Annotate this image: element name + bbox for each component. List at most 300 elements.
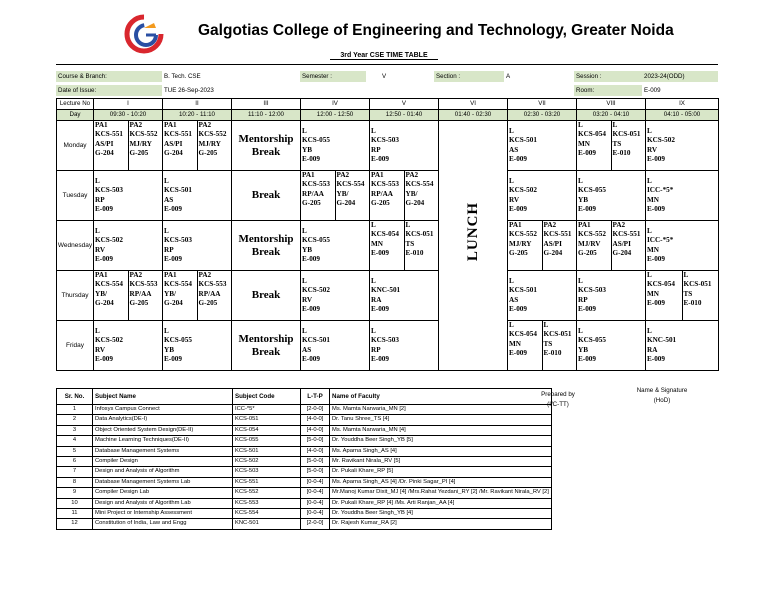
batch-entry bbox=[197, 271, 232, 320]
batch-line: KCS-054 bbox=[578, 130, 606, 139]
class-line: E-009 bbox=[509, 304, 527, 313]
class-line: L bbox=[371, 326, 376, 335]
batch-line: MN bbox=[371, 239, 383, 248]
slot-cell bbox=[370, 171, 439, 221]
subject-cell: 1 bbox=[57, 405, 93, 415]
class-line: YB bbox=[302, 245, 312, 254]
batch-line: G-205 bbox=[129, 149, 149, 158]
class-line: KCS-501 bbox=[509, 286, 537, 295]
break-entry bbox=[232, 333, 300, 359]
class-line: E-009 bbox=[302, 354, 320, 363]
batch-line: G-205 bbox=[302, 199, 321, 208]
subject-cell: [5-0-0] bbox=[301, 436, 330, 446]
batch-line: G-205 bbox=[509, 249, 528, 258]
subjects-header-cell: Name of Faculty bbox=[330, 389, 552, 405]
split-entry bbox=[301, 171, 369, 220]
batch-line: PA2 bbox=[129, 271, 143, 279]
class-line: L bbox=[95, 176, 100, 185]
subject-row bbox=[57, 436, 552, 446]
batch-line: L bbox=[578, 121, 583, 129]
class-line: RV bbox=[302, 295, 313, 304]
class-line: E-009 bbox=[647, 354, 665, 363]
batch-entry bbox=[301, 171, 335, 220]
subject-row bbox=[57, 405, 552, 415]
batch-line: L bbox=[683, 271, 689, 279]
batch-line: KCS-054 bbox=[371, 230, 399, 239]
slot-cell bbox=[301, 221, 370, 271]
subjects-header-cell: Sr. No. bbox=[57, 389, 93, 405]
slot-cell bbox=[163, 171, 232, 221]
batch-line: TS bbox=[543, 339, 553, 348]
course-value: B. Tech. CSE bbox=[164, 73, 201, 80]
subject-row bbox=[57, 446, 552, 456]
batch-entry bbox=[542, 321, 577, 370]
batch-line: KCS-054 bbox=[509, 330, 537, 339]
subject-row bbox=[57, 488, 552, 498]
subjects-header-cell: L-T-P bbox=[301, 389, 330, 405]
class-line: YB bbox=[578, 345, 588, 354]
course-label: Course & Branch: bbox=[56, 71, 162, 82]
split-entry bbox=[163, 271, 231, 320]
subject-cell: 8 bbox=[57, 477, 93, 487]
split-entry bbox=[508, 321, 576, 370]
slot-cell bbox=[577, 171, 646, 221]
subject-cell: Dr. Tanu Shree_TS [4] bbox=[330, 415, 552, 425]
batch-entry bbox=[404, 171, 439, 220]
class-line: KCS-502 bbox=[95, 336, 123, 345]
class-line: KCS-502 bbox=[302, 286, 330, 295]
batch-line: PA1 bbox=[95, 271, 108, 279]
class-line: L bbox=[164, 176, 169, 185]
subject-cell: KCS-553 bbox=[233, 498, 301, 508]
class-line: MN bbox=[647, 245, 659, 254]
split-entry bbox=[94, 271, 162, 320]
class-line: L bbox=[302, 126, 307, 135]
class-line: E-009 bbox=[164, 254, 182, 263]
break-line: Break bbox=[251, 289, 281, 301]
class-entry bbox=[577, 327, 645, 365]
class-entry bbox=[646, 127, 718, 165]
batch-line: AS/PI bbox=[543, 239, 562, 248]
day-row-wednesday bbox=[57, 221, 719, 271]
batch-line: KCS-054 bbox=[647, 280, 675, 289]
class-line: E-009 bbox=[302, 304, 320, 313]
timetable-subtitle: 3rd Year CSE TIME TABLE bbox=[330, 52, 438, 60]
subject-cell: 12 bbox=[57, 519, 93, 529]
class-line: E-009 bbox=[95, 354, 113, 363]
prepared-by-label: Prepared by bbox=[541, 391, 575, 398]
class-line: AS bbox=[302, 345, 312, 354]
batch-line: AS/PI bbox=[95, 139, 114, 148]
batch-entry bbox=[611, 221, 646, 270]
break-entry bbox=[232, 189, 300, 202]
batch-line: G-205 bbox=[198, 299, 218, 308]
lecture-8-header: VIII bbox=[577, 99, 646, 110]
subject-cell: 3 bbox=[57, 425, 93, 435]
batch-line: KCS-553 bbox=[198, 280, 227, 289]
batch-line: PA1 bbox=[164, 271, 177, 279]
batch-line: RP/AA bbox=[129, 289, 152, 298]
slot-cell bbox=[301, 171, 370, 221]
class-line: L bbox=[509, 126, 514, 135]
batch-line: PA1 bbox=[95, 121, 108, 129]
batch-line: YB/ bbox=[405, 189, 418, 198]
batch-line: KCS-554 bbox=[336, 180, 365, 189]
batch-line: G-204 bbox=[405, 199, 425, 208]
time-slot-1: 09:30 - 10:20 bbox=[94, 110, 163, 121]
batch-entry bbox=[404, 221, 439, 270]
class-line: RA bbox=[647, 345, 658, 354]
header-divider bbox=[56, 64, 718, 65]
subject-cell: Ms. Mamta Narwaria_MN [2] bbox=[330, 405, 552, 415]
subject-cell: Object Oriented System Design(DE-II) bbox=[93, 425, 233, 435]
class-line: KCS-055 bbox=[302, 236, 330, 245]
batch-line: AS/PI bbox=[612, 239, 631, 248]
class-line: KCS-503 bbox=[371, 136, 399, 145]
lecture-4-header: IV bbox=[301, 99, 370, 110]
slot-cell bbox=[301, 321, 370, 371]
class-entry bbox=[94, 177, 162, 215]
batch-entry bbox=[611, 121, 646, 170]
class-line: L bbox=[302, 226, 307, 235]
signature-role: (HoD) bbox=[653, 397, 671, 404]
subject-cell: Database Management Systems Lab bbox=[93, 477, 233, 487]
day-name: Thursday bbox=[57, 271, 94, 321]
batch-line: E-009 bbox=[509, 349, 527, 358]
class-line: KCS-055 bbox=[302, 136, 330, 145]
batch-entry bbox=[94, 121, 128, 170]
class-entry bbox=[301, 127, 369, 165]
batch-line: KCS-554 bbox=[95, 280, 123, 289]
class-entry bbox=[646, 327, 718, 365]
class-line: KCS-055 bbox=[578, 186, 606, 195]
break-entry bbox=[232, 133, 300, 159]
slot-cell bbox=[232, 321, 301, 371]
time-slot-5: 12:50 - 01:40 bbox=[370, 110, 439, 121]
slot-cell bbox=[370, 271, 439, 321]
subject-cell: KCS-502 bbox=[233, 457, 301, 467]
batch-entry bbox=[163, 271, 197, 320]
batch-line: TS bbox=[405, 239, 415, 248]
class-line: E-009 bbox=[578, 354, 596, 363]
class-line: RV bbox=[95, 245, 106, 254]
batch-line: E-010 bbox=[612, 149, 631, 158]
section-value: A bbox=[506, 73, 511, 80]
subject-cell: Constitution of India, Law and Engg bbox=[93, 519, 233, 529]
batch-line: E-010 bbox=[405, 249, 424, 258]
subject-cell: Ms. Aparna Singh_AS [4] /Dr. Pinki Sagar_PI [4] bbox=[330, 477, 552, 487]
subject-cell: Dr. Rajesh Kumar_RA [2] bbox=[330, 519, 552, 529]
slot-cell bbox=[370, 221, 439, 271]
batch-line: KCS-552 bbox=[129, 130, 158, 139]
subject-cell: Ms. Aparna Singh_AS [4] bbox=[330, 446, 552, 456]
slot-cell bbox=[94, 121, 163, 171]
class-entry bbox=[508, 127, 576, 165]
time-slot-3: 11:10 - 12:00 bbox=[232, 110, 301, 121]
slot-cell bbox=[508, 221, 577, 271]
batch-line: MJ/RY bbox=[129, 139, 153, 148]
subject-row bbox=[57, 519, 552, 529]
class-line: E-009 bbox=[647, 154, 665, 163]
batch-line: KCS-051 bbox=[543, 330, 572, 339]
batch-line: KCS-553 bbox=[371, 180, 399, 189]
batch-line: MN bbox=[647, 289, 659, 298]
batch-line: MJ/RY bbox=[198, 139, 222, 148]
subject-cell: 11 bbox=[57, 509, 93, 519]
subject-row bbox=[57, 425, 552, 435]
class-line: KCS-502 bbox=[95, 236, 123, 245]
class-line: KCS-503 bbox=[371, 336, 399, 345]
batch-line: G-204 bbox=[543, 249, 563, 258]
class-entry bbox=[508, 277, 576, 315]
subject-cell: Data Analytics(DE-I) bbox=[93, 415, 233, 425]
college-name: Galgotias College of Engineering and Technology, Greater Noida bbox=[198, 22, 674, 39]
class-line: RV bbox=[647, 145, 658, 154]
subject-cell: KCS-055 bbox=[233, 436, 301, 446]
subject-cell: [2-0-0] bbox=[301, 405, 330, 415]
subject-cell: [0-0-4] bbox=[301, 477, 330, 487]
lunch-label: LUNCH bbox=[464, 201, 481, 262]
batch-line: MJ/RY bbox=[509, 239, 532, 248]
class-line: E-009 bbox=[509, 204, 527, 213]
slot-cell bbox=[163, 221, 232, 271]
class-entry bbox=[301, 327, 369, 365]
day-label: Day bbox=[57, 110, 94, 121]
slot-cell bbox=[370, 121, 439, 171]
batch-line: KCS-051 bbox=[683, 280, 712, 289]
slot-cell bbox=[646, 121, 719, 171]
room-value: E-009 bbox=[644, 87, 661, 94]
batch-line: KCS-553 bbox=[302, 180, 330, 189]
class-line: L bbox=[578, 326, 583, 335]
day-row-thursday bbox=[57, 271, 719, 321]
college-logo bbox=[124, 14, 164, 54]
timetable-grid bbox=[56, 98, 719, 371]
slot-cell bbox=[508, 121, 577, 171]
slot-cell bbox=[577, 121, 646, 171]
batch-line: KCS-553 bbox=[129, 280, 158, 289]
class-line: E-009 bbox=[647, 254, 665, 263]
subject-cell: Dr. Pukali Khare_RP [4] /Ms. Arti Ranjan_AA [4] bbox=[330, 498, 552, 508]
subjects-header-cell: Subject Code bbox=[233, 389, 301, 405]
slot-cell bbox=[94, 271, 163, 321]
split-entry bbox=[577, 121, 645, 170]
class-line: E-009 bbox=[95, 254, 113, 263]
class-line: KCS-502 bbox=[509, 186, 537, 195]
batch-line: G-204 bbox=[164, 299, 183, 308]
batch-line: MN bbox=[509, 339, 521, 348]
subject-row bbox=[57, 415, 552, 425]
subject-cell: [5-0-0] bbox=[301, 467, 330, 477]
class-line: KCS-503 bbox=[578, 286, 606, 295]
semester-label: Semester : bbox=[300, 71, 366, 82]
subjects-header-cell: Subject Name bbox=[93, 389, 233, 405]
day-row-tuesday bbox=[57, 171, 719, 221]
batch-line: G-205 bbox=[371, 199, 390, 208]
semester-value: V bbox=[382, 73, 387, 80]
batch-line: G-204 bbox=[164, 149, 183, 158]
split-entry bbox=[94, 121, 162, 170]
break-line: Break bbox=[251, 189, 281, 201]
class-line: L bbox=[371, 126, 376, 135]
split-entry bbox=[508, 221, 576, 270]
slot-cell bbox=[94, 171, 163, 221]
class-line: MN bbox=[647, 195, 659, 204]
day-name: Tuesday bbox=[57, 171, 94, 221]
class-line: AS bbox=[509, 295, 519, 304]
break-line: Mentorship bbox=[238, 132, 294, 145]
batch-entry bbox=[197, 121, 232, 170]
lecture-header-row bbox=[57, 99, 719, 110]
class-line: E-009 bbox=[578, 204, 596, 213]
time-slot-4: 12:00 - 12:50 bbox=[301, 110, 370, 121]
slot-cell bbox=[232, 221, 301, 271]
slot-cell bbox=[232, 121, 301, 171]
class-line: L bbox=[578, 276, 583, 285]
batch-entry bbox=[646, 271, 682, 320]
subject-cell: Mini Project or Internship Assessment bbox=[93, 509, 233, 519]
subject-cell: KCS-501 bbox=[233, 446, 301, 456]
class-entry bbox=[94, 327, 162, 365]
class-line: E-009 bbox=[647, 204, 665, 213]
class-line: KCS-055 bbox=[578, 336, 606, 345]
subject-cell: KNC-501 bbox=[233, 519, 301, 529]
break-line: Mentorship bbox=[238, 232, 294, 245]
subject-cell: Mr.Manoj Kumar Dixit_MJ [4] /Mrs.Rahat Yezdani_RY [2] /Mr. Ravikant Nirala_RV [2] bbox=[330, 488, 552, 498]
class-line: L bbox=[509, 276, 514, 285]
date-label: Date of Issue: bbox=[56, 85, 162, 96]
prepared-by-role: (I/C-TT) bbox=[547, 401, 569, 408]
batch-line: G-204 bbox=[95, 299, 114, 308]
subject-cell: 4 bbox=[57, 436, 93, 446]
class-line: RP bbox=[578, 295, 588, 304]
batch-line: YB/ bbox=[336, 189, 349, 198]
slot-cell bbox=[508, 171, 577, 221]
subject-cell: KCS-551 bbox=[233, 477, 301, 487]
subject-row bbox=[57, 457, 552, 467]
lecture-7-header: VII bbox=[508, 99, 577, 110]
slot-cell bbox=[577, 221, 646, 271]
class-entry bbox=[508, 177, 576, 215]
batch-line: KCS-051 bbox=[405, 230, 434, 239]
slot-cell bbox=[646, 321, 719, 371]
break-line: Mentorship bbox=[238, 332, 294, 345]
batch-line: KCS-552 bbox=[198, 130, 227, 139]
subject-cell: 6 bbox=[57, 457, 93, 467]
class-entry bbox=[370, 327, 438, 365]
batch-entry bbox=[508, 221, 542, 270]
batch-entry bbox=[682, 271, 719, 320]
batch-line: L bbox=[405, 221, 411, 229]
subject-cell: Infosys Campus Connect bbox=[93, 405, 233, 415]
class-line: L bbox=[647, 226, 652, 235]
slot-cell bbox=[646, 221, 719, 271]
subject-cell: 9 bbox=[57, 488, 93, 498]
class-entry bbox=[370, 277, 438, 315]
batch-entry bbox=[542, 221, 577, 270]
batch-entry bbox=[370, 221, 404, 270]
class-line: L bbox=[95, 226, 100, 235]
batch-line: L bbox=[612, 121, 618, 129]
split-entry bbox=[646, 271, 718, 320]
subject-cell: [4-0-0] bbox=[301, 446, 330, 456]
class-line: RV bbox=[95, 345, 106, 354]
subject-row bbox=[57, 477, 552, 487]
day-name: Wednesday bbox=[57, 221, 94, 271]
class-line: E-009 bbox=[302, 154, 320, 163]
batch-line: KCS-551 bbox=[543, 230, 572, 239]
break-entry bbox=[232, 289, 300, 302]
slot-cell bbox=[646, 171, 719, 221]
split-entry bbox=[370, 221, 438, 270]
batch-line: KCS-554 bbox=[405, 180, 434, 189]
break-entry bbox=[232, 233, 300, 259]
class-line: RP bbox=[95, 195, 105, 204]
class-line: KCS-502 bbox=[647, 136, 675, 145]
class-line: AS bbox=[164, 195, 174, 204]
subjects-header-row bbox=[57, 389, 552, 405]
class-line: L bbox=[164, 326, 169, 335]
slot-cell bbox=[163, 321, 232, 371]
subject-cell: KCS-552 bbox=[233, 488, 301, 498]
class-line: E-009 bbox=[371, 354, 389, 363]
subject-row bbox=[57, 498, 552, 508]
slot-cell bbox=[94, 221, 163, 271]
class-line: L bbox=[371, 276, 376, 285]
class-line: E-009 bbox=[95, 204, 113, 213]
time-slot-7: 02:30 - 03:20 bbox=[508, 110, 577, 121]
class-line: L bbox=[647, 126, 652, 135]
subject-cell: Machine Learning Techniques(DE-II) bbox=[93, 436, 233, 446]
batch-line: G-205 bbox=[129, 299, 149, 308]
class-line: KCS-501 bbox=[302, 336, 330, 345]
session-label: Session : bbox=[574, 71, 642, 82]
batch-line: PA1 bbox=[509, 221, 522, 229]
slot-cell bbox=[163, 121, 232, 171]
class-line: L bbox=[647, 326, 652, 335]
slot-cell bbox=[301, 271, 370, 321]
batch-line: E-009 bbox=[371, 249, 389, 258]
batch-line: KCS-551 bbox=[164, 130, 192, 139]
hod-signature bbox=[622, 386, 702, 406]
class-line: KCS-501 bbox=[509, 136, 537, 145]
batch-entry bbox=[508, 321, 542, 370]
class-line: E-009 bbox=[302, 254, 320, 263]
class-line: YB bbox=[578, 195, 588, 204]
subject-cell: Ms. Mamta Narwaria_MN [4] bbox=[330, 425, 552, 435]
subject-cell: ICC-*5* bbox=[233, 405, 301, 415]
split-entry bbox=[370, 171, 438, 220]
batch-entry bbox=[577, 121, 611, 170]
break-line: Break bbox=[251, 145, 281, 158]
subject-cell: [0-0-4] bbox=[301, 509, 330, 519]
slot-cell bbox=[94, 321, 163, 371]
batch-line: AS/PI bbox=[164, 139, 183, 148]
batch-line: G-204 bbox=[612, 249, 632, 258]
slot-cell bbox=[508, 271, 577, 321]
class-line: RP bbox=[164, 245, 174, 254]
class-line: E-009 bbox=[578, 304, 596, 313]
class-line: KNC-501 bbox=[371, 286, 401, 295]
batch-line: RP/AA bbox=[198, 289, 221, 298]
class-entry bbox=[577, 177, 645, 215]
class-entry bbox=[646, 177, 718, 215]
batch-line: E-009 bbox=[647, 299, 665, 308]
signature-label: Name & Signature bbox=[636, 387, 688, 394]
class-entry bbox=[370, 127, 438, 165]
class-line: YB bbox=[164, 345, 174, 354]
lecture-5-header: V bbox=[370, 99, 439, 110]
